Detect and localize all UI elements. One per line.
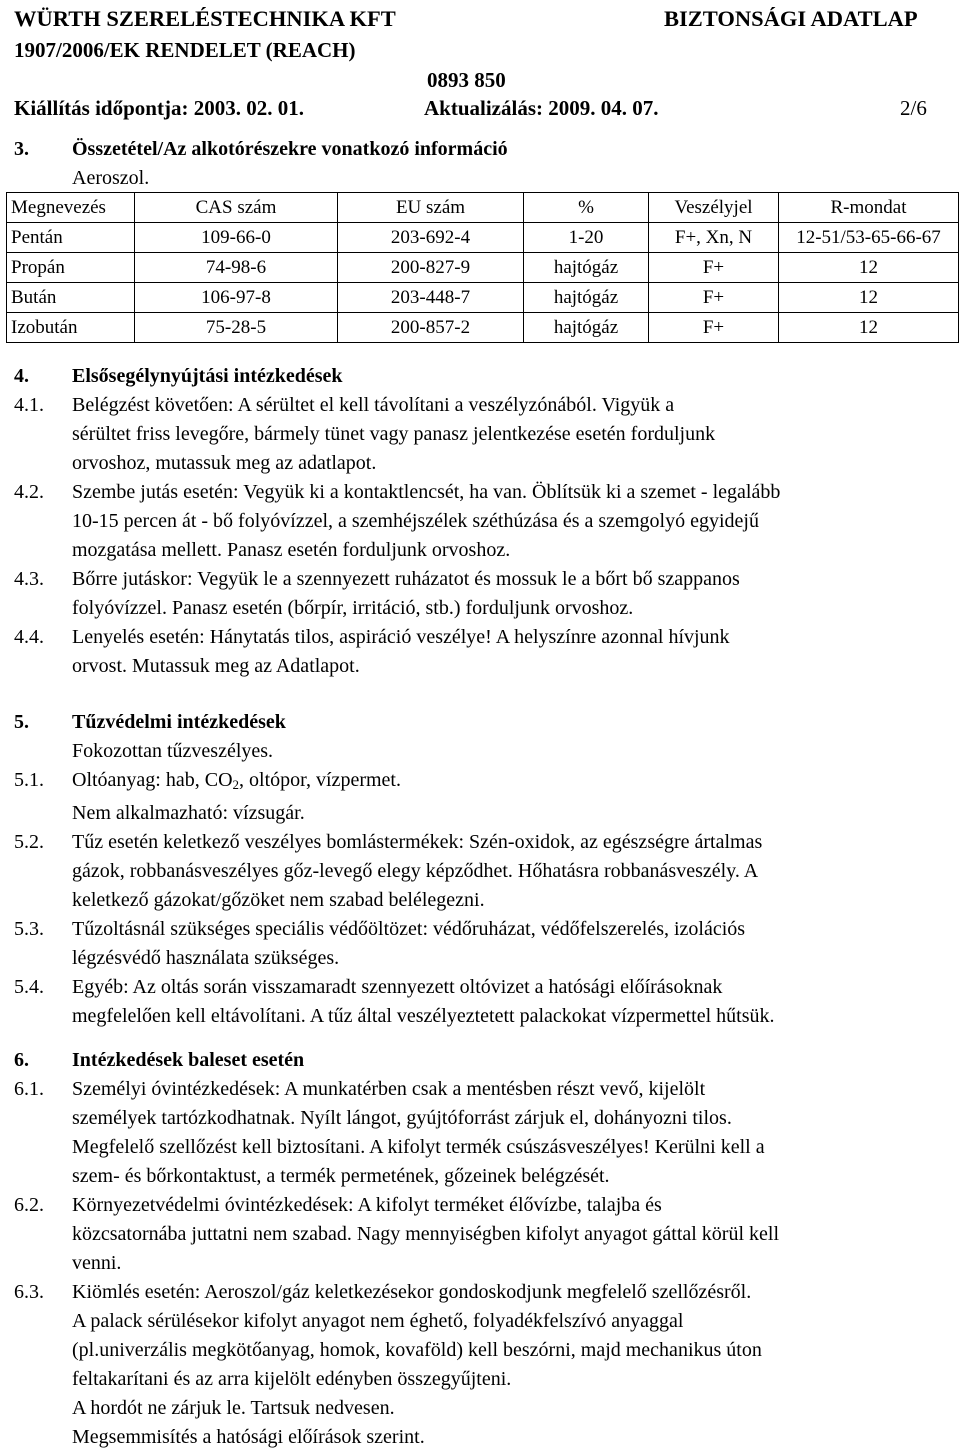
table-cell: F+	[649, 253, 779, 283]
section-title: Intézkedések baleset esetén	[72, 1049, 305, 1071]
column-header: R-mondat	[779, 193, 959, 223]
section-6	[14, 1046, 952, 1452]
table-row	[7, 283, 959, 313]
regulation-reference: 1907/2006/EK RENDELET (REACH)	[14, 38, 356, 62]
subsection-5-2	[14, 828, 952, 915]
text-line: sérültet friss levegőre, bármely tünet vagy panasz jelentkezése esetén forduljunk	[72, 423, 716, 445]
document-type: BIZTONSÁGI ADATLAP	[664, 6, 918, 31]
text-line: Nem alkalmazható: vízsugár.	[72, 802, 305, 824]
subsection-number: 4.1.	[14, 394, 44, 416]
subsection-4-4	[14, 623, 952, 681]
table-row	[7, 313, 959, 343]
subsection-6-1	[14, 1075, 952, 1191]
subsection-4-1	[14, 391, 952, 478]
table-cell: hajtógáz	[524, 253, 649, 283]
text-line: gázok, robbanásveszélyes gőz-levegő elegy képződhet. Hőhatásra robbanásveszély. A	[72, 860, 759, 882]
subsection-number: 5.2.	[14, 831, 44, 853]
text-line: Belégzést követően: A sérültet el kell távolítani a veszélyzónából. Vigyük a	[72, 394, 675, 416]
subsection-number: 5.1.	[14, 769, 44, 791]
section-title: Összetétel/Az alkotórészekre vonatkozó információ	[72, 138, 508, 160]
table-cell: 203-692-4	[338, 223, 524, 253]
text-line: Tűz esetén keletkező veszélyes bomlástermékek: Szén-oxidok, az egészségre ártalmas	[72, 831, 763, 853]
text-line: Megfelelő szellőzést kell biztosítani. A kifolyt termék csúszásveszélyes! Kerülni kell a	[72, 1136, 765, 1158]
subsection-number: 4.3.	[14, 568, 44, 590]
table-row	[7, 223, 959, 253]
table-cell: Propán	[7, 253, 135, 283]
section-3	[14, 135, 952, 193]
subsection-number: 5.3.	[14, 918, 44, 940]
section-intro: Aeroszol.	[72, 167, 150, 189]
text-line: Tűzoltásnál szükséges speciális védőöltözet: védőruházat, védőfelszerelés, izolációs	[72, 918, 746, 940]
subsection-number: 5.4.	[14, 976, 44, 998]
subsection-5-4	[14, 973, 952, 1031]
column-header: %	[524, 193, 649, 223]
text-line: Kiömlés esetén: Aeroszol/gáz keletkezésekor gondoskodjunk megfelelő szellőzésről.	[72, 1281, 752, 1303]
table-cell: Bután	[7, 283, 135, 313]
subsection-number: 6.3.	[14, 1281, 44, 1303]
table-cell: 109-66-0	[135, 223, 338, 253]
section-number: 6.	[14, 1049, 29, 1071]
text-line: (pl.univerzális megkötőanyag, homok, kovaföld) kell beszórni, majd mechanikus úton	[72, 1339, 762, 1361]
table-cell: F+	[649, 313, 779, 343]
table-cell: 12	[779, 253, 959, 283]
text-line: személyek tartózkodhatnak. Nyílt lángot, gyújtóforrást zárjuk el, dohányozni tilos.	[72, 1107, 732, 1129]
text-line: megfelelően kell eltávolítani. A tűz által veszélyeztetett palackokat vízpermettel hűtsük.	[72, 1005, 775, 1027]
subsection-number: 4.2.	[14, 481, 44, 503]
subscript: 2	[232, 777, 240, 792]
column-header: EU szám	[338, 193, 524, 223]
table-cell: F+, Xn, N	[649, 223, 779, 253]
subsection-5-1	[14, 766, 952, 828]
text-line: venni.	[72, 1252, 122, 1274]
table-cell: 74-98-6	[135, 253, 338, 283]
text-fragment: Oltóanyag: hab, CO	[72, 769, 233, 791]
table-cell: hajtógáz	[524, 283, 649, 313]
text-line: 10-15 percen át - bő folyóvízzel, a szemhéjszélek széthúzása és a szemgolyó egyidejű	[72, 510, 759, 532]
table-cell: 12	[779, 283, 959, 313]
table-cell: 203-448-7	[338, 283, 524, 313]
section-5	[14, 708, 952, 1031]
text-line: közcsatornába juttatni nem szabad. Nagy mennyiségben kifolyt anyagot gáttal körül kell	[72, 1223, 780, 1245]
table-cell: 200-857-2	[338, 313, 524, 343]
text-fragment: , oltópor, vízpermet.	[239, 769, 401, 791]
text-line: Megsemmisítés a hatósági előírások szerint.	[72, 1426, 425, 1448]
section-intro: Fokozottan tűzveszélyes.	[72, 740, 274, 762]
table-cell: 106-97-8	[135, 283, 338, 313]
text-line: Bőrre jutáskor: Vegyük le a szennyezett ruházatot és mossuk le a bőrt bő szappanos	[72, 568, 740, 590]
text-line: keletkező gázokat/gőzöket nem szabad belélegezni.	[72, 889, 485, 911]
company-name: WÜRTH SZERELÉSTECHNIKA KFT	[14, 6, 396, 31]
subsection-6-3	[14, 1278, 952, 1452]
section-number: 5.	[14, 711, 29, 733]
table-header-row	[7, 193, 959, 223]
text-line: mozgatása mellett. Panasz esetén forduljunk orvoshoz.	[72, 539, 511, 561]
update-date: Aktualizálás: 2009. 04. 07.	[424, 96, 659, 120]
table-cell: F+	[649, 283, 779, 313]
table-cell: Izobután	[7, 313, 135, 343]
table-cell: 1-20	[524, 223, 649, 253]
section-number: 4.	[14, 365, 29, 387]
text-line: Személyi óvintézkedések: A munkatérben csak a mentésben részt vevő, kijelölt	[72, 1078, 706, 1100]
page-number: 2/6	[900, 96, 927, 120]
subsection-6-2	[14, 1191, 952, 1278]
text-line: folyóvízzel. Panasz esetén (bőrpír, irritáció, stb.) forduljunk orvoshoz.	[72, 597, 634, 619]
composition-table	[6, 192, 959, 343]
issue-date: Kiállítás időpontja: 2003. 02. 01.	[14, 96, 304, 120]
subsection-5-3	[14, 915, 952, 973]
subsection-4-3	[14, 565, 952, 623]
product-code: 0893 850	[427, 68, 506, 92]
column-header: Megnevezés	[7, 193, 135, 223]
table-cell: 200-827-9	[338, 253, 524, 283]
text-line: Szembe jutás esetén: Vegyük ki a kontaktlencsét, ha van. Öblítsük ki a szemet - legalább	[72, 481, 781, 503]
table-row	[7, 253, 959, 283]
text-line	[72, 766, 952, 799]
subsection-number: 4.4.	[14, 626, 44, 648]
text-line: A palack sérülésekor kifolyt anyagot nem éghető, folyadékfelszívó anyaggal	[72, 1310, 684, 1332]
text-line: orvoshoz, mutassuk meg az adatlapot.	[72, 452, 377, 474]
section-4	[14, 362, 952, 681]
subsection-number: 6.2.	[14, 1194, 44, 1216]
section-title: Elsősegélynyújtási intézkedések	[72, 365, 343, 387]
table-cell: 12-51/53-65-66-67	[779, 223, 959, 253]
column-header: Veszélyjel	[649, 193, 779, 223]
text-line: légzésvédő használata szükséges.	[72, 947, 340, 969]
text-line: Egyéb: Az oltás során visszamaradt szennyezett oltóvizet a hatósági előírásoknak	[72, 976, 723, 998]
table-cell: hajtógáz	[524, 313, 649, 343]
column-header: CAS szám	[135, 193, 338, 223]
subsection-4-2	[14, 478, 952, 565]
text-line: Lenyelés esetén: Hánytatás tilos, aspiráció veszélye! A helyszínre azonnal hívjunk	[72, 626, 730, 648]
table-cell: Pentán	[7, 223, 135, 253]
text-line: feltakarítani és az arra kijelölt edényben összegyűjteni.	[72, 1368, 512, 1390]
text-line: szem- és bőrkontaktust, a termék permetének, gőzeinek belégzését.	[72, 1165, 610, 1187]
table-cell: 75-28-5	[135, 313, 338, 343]
subsection-number: 6.1.	[14, 1078, 44, 1100]
table-cell: 12	[779, 313, 959, 343]
text-line: orvost. Mutassuk meg az Adatlapot.	[72, 655, 360, 677]
text-line: Környezetvédelmi óvintézkedések: A kifolyt terméket élővízbe, talajba és	[72, 1194, 662, 1216]
text-line: A hordót ne zárjuk le. Tartsuk nedvesen.	[72, 1397, 395, 1419]
section-title: Tűzvédelmi intézkedések	[72, 711, 286, 733]
section-number: 3.	[14, 138, 29, 160]
